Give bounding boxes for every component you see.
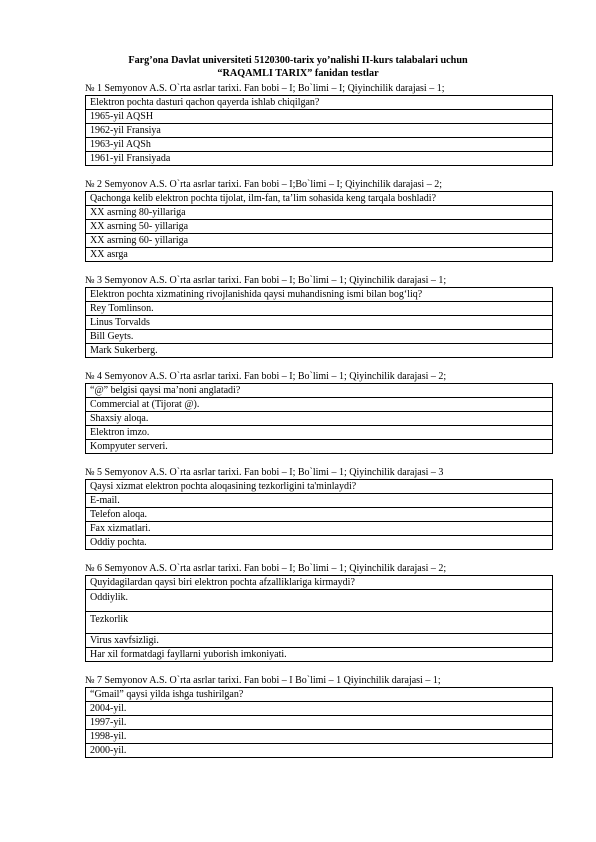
answer-option: Elektron imzo. — [86, 426, 553, 440]
answer-option: XX asrning 60- yillariga — [86, 234, 553, 248]
answer-option: Kompyuter serveri. — [86, 440, 553, 454]
title-line-1: Farg’ona Davlat universiteti 5120300-tarix yo’nalishi II-kurs talabalari uchun — [128, 55, 468, 66]
answer-option: Commercial at (Tijorat @). — [86, 398, 553, 412]
question-block-1 — [85, 83, 553, 166]
question-table — [85, 191, 553, 262]
question-table — [85, 479, 553, 550]
answer-option: Fax xizmatlari. — [86, 522, 553, 536]
page-title — [0, 54, 596, 80]
answer-option: 1963-yil AQSh — [86, 138, 553, 152]
question-table — [85, 95, 553, 166]
question-block-3 — [85, 275, 553, 358]
question-header: № 7 Semyonov A.S. O`rta asrlar tarixi. Fan bobi – I Bo`limi – 1 Qiyinchilik darajasi – 1; — [85, 675, 441, 686]
answer-option: Har xil formatdagi fayllarni yuborish imkoniyati. — [86, 648, 553, 662]
question-table — [85, 287, 553, 358]
question-table — [85, 575, 553, 662]
answer-option: 1961-yil Fransiyada — [86, 152, 553, 166]
title-line-2: “RAQAMLI TARIX” fanidan testlar — [217, 68, 379, 79]
answer-option: XX asrning 80-yillariga — [86, 206, 553, 220]
answer-option: Tezkorlik — [86, 612, 553, 634]
question-block-4 — [85, 371, 553, 454]
answer-option: Telefon aloqa. — [86, 508, 553, 522]
question-header: № 4 Semyonov A.S. O`rta asrlar tarixi. Fan bobi – I; Bo`limi – 1; Qiyinchilik darajasi – 2; — [85, 371, 447, 382]
question-text: Quyidagilardan qaysi biri elektron pochta afzalliklariga kirmaydi? — [86, 576, 553, 590]
question-text: “Gmail” qaysi yilda ishga tushirilgan? — [86, 688, 553, 702]
question-block-7 — [85, 675, 553, 758]
answer-option: 1965-yil AQSH — [86, 110, 553, 124]
question-text: Elektron pochta xizmatining rivojlanishida qaysi muhandisning ismi bilan bog‘liq? — [86, 288, 553, 302]
answer-option: Rey Tomlinson. — [86, 302, 553, 316]
question-header: № 2 Semyonov A.S. O`rta asrlar tarixi. Fan bobi – I;Bo`limi – I; Qiyinchilik darajasi – 2; — [85, 179, 442, 190]
question-header: № 3 Semyonov A.S. O`rta asrlar tarixi. Fan bobi – I; Bo`limi – 1; Qiyinchilik darajasi – 1; — [85, 275, 447, 286]
answer-option: XX asrning 50- yillariga — [86, 220, 553, 234]
answer-option: 1998-yil. — [86, 730, 553, 744]
question-text: Elektron pochta dasturi qachon qayerda ishlab chiqilgan? — [86, 96, 553, 110]
answer-option: 2004-yil. — [86, 702, 553, 716]
answer-option: Oddiy pochta. — [86, 536, 553, 550]
question-block-2 — [85, 179, 553, 262]
question-table — [85, 687, 553, 758]
question-header: № 1 Semyonov A.S. O`rta asrlar tarixi. Fan bobi – I; Bo`limi – I; Qiyinchilik darajasi – 1; — [85, 83, 445, 94]
answer-option: 1997-yil. — [86, 716, 553, 730]
question-text: Qaysi xizmat elektron pochta aloqasining tezkorligini ta'minlaydi? — [86, 480, 553, 494]
question-block-6 — [85, 563, 553, 662]
question-text: Qachonga kelib elektron pochta tijolat, ilm-fan, ta’lim sohasida keng tarqala boshladi? — [86, 192, 553, 206]
answer-option: Linus Torvalds — [86, 316, 553, 330]
answer-option: Virus xavfsizligi. — [86, 634, 553, 648]
answer-option: Bill Geyts. — [86, 330, 553, 344]
question-table — [85, 383, 553, 454]
answer-option: Oddiylik. — [86, 590, 553, 612]
answer-option: Mark Sukerberg. — [86, 344, 553, 358]
question-list — [85, 83, 553, 771]
question-text: “@” belgisi qaysi ma’noni anglatadi? — [86, 384, 553, 398]
question-header: № 6 Semyonov A.S. O`rta asrlar tarixi. Fan bobi – I; Bo`limi – 1; Qiyinchilik darajasi – 2; — [85, 563, 447, 574]
answer-option: 2000-yil. — [86, 744, 553, 758]
answer-option: 1962-yil Fransiya — [86, 124, 553, 138]
answer-option: Shaxsiy aloqa. — [86, 412, 553, 426]
question-block-5 — [85, 467, 553, 550]
question-header: № 5 Semyonov A.S. O`rta asrlar tarixi. Fan bobi – I; Bo`limi – 1; Qiyinchilik darajasi – 3 — [85, 467, 444, 478]
answer-option: E-mail. — [86, 494, 553, 508]
answer-option: XX asrga — [86, 248, 553, 262]
